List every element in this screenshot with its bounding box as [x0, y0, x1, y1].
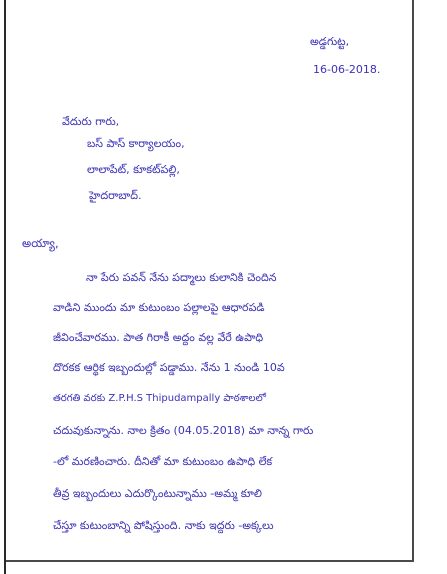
- page-bottom-border: [6, 560, 413, 562]
- letter-date: 16-06-2018.: [313, 63, 381, 76]
- address-line-1: వేదురు గారు,: [62, 115, 120, 128]
- letter-place: అడ్డగుట్ట,: [310, 35, 350, 48]
- page-left-border: [4, 0, 6, 574]
- salutation: అయ్యా,: [22, 236, 59, 250]
- page-right-border: [412, 0, 414, 562]
- body-line-8: తీవ్ర ఇబ్బందులు ఎదుర్కొంటున్నాము -అమ్మ కూలి: [53, 487, 262, 500]
- body-line-7: -లో మరణించారు. దీనితో మా కుటుంబం ఉపాధి లేక: [53, 455, 273, 468]
- body-line-3: జీవించేవారము. పాత గిరాకీ అద్దం వల్ల వేరే ఉపాధి: [53, 331, 264, 344]
- body-line-4: దొరకక ఆర్థిక ఇబ్బందుల్లో పడ్డాము. నేను 1 నుండి 10వ: [53, 361, 285, 374]
- body-line-9: చేస్తూ కుటుంబాన్ని పోషిస్తుంది. నాకు ఇద్దరు -అక్కలు: [53, 519, 274, 532]
- body-line-6: చదువుకున్నాను. నాల క్రితం (04.05.2018) మా నాన్న గారు: [53, 424, 314, 437]
- address-line-4: హైదరాబాద్.: [89, 189, 142, 202]
- body-line-5: తరగతి వరకు Z.P.H.S Thipudampally పాఠశాలలో: [53, 393, 266, 404]
- address-line-2: బస్ పాస్ కార్యాలయం,: [87, 137, 185, 150]
- body-line-1: నా పేరు పవన్ నేను పద్మాలు కులానికి చెందిన: [86, 271, 277, 284]
- address-line-3: లాలాపేట్, కూకట్‌పల్లి,: [87, 163, 180, 176]
- body-line-2: వాడిని ముందు మా కుటుంబం పల్లాలపై ఆధారపడి: [53, 301, 265, 314]
